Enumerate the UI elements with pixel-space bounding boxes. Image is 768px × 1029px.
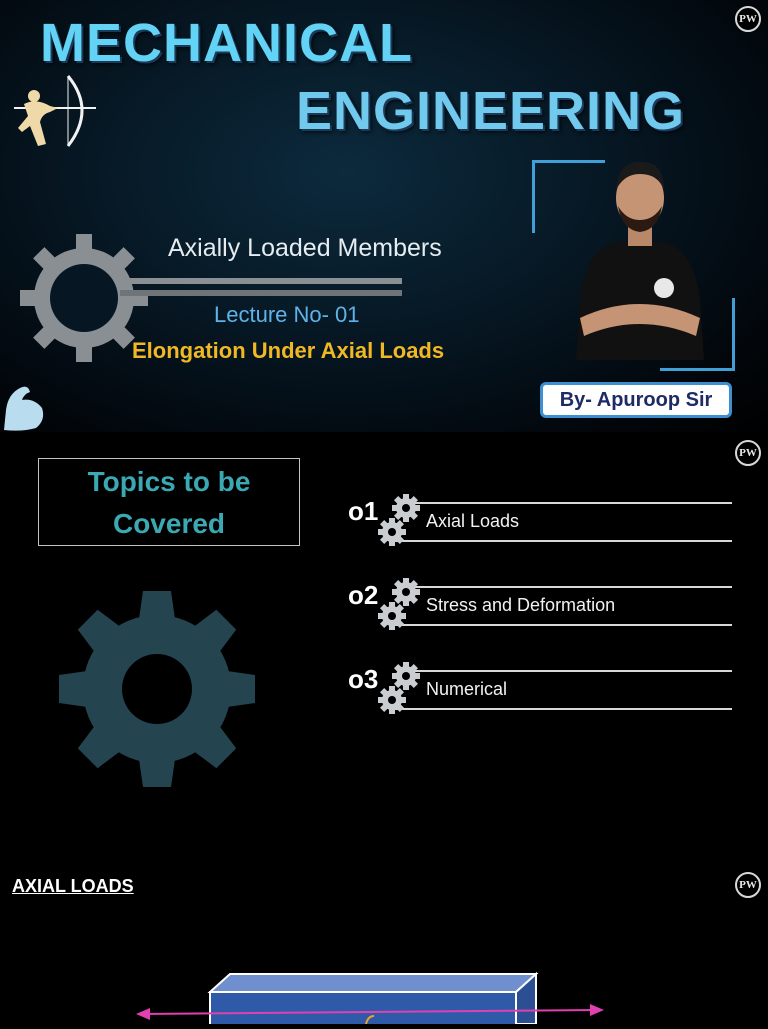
pw-logo-icon: PW <box>735 440 761 466</box>
muscle-icon <box>0 380 48 432</box>
topics-heading <box>38 458 300 546</box>
pw-logo-icon: PW <box>735 6 761 32</box>
presenter-photo <box>566 150 714 365</box>
subject-title: Axially Loaded Members <box>168 234 442 262</box>
topic-item <box>348 580 732 628</box>
title-mechanical: MECHANICAL <box>40 13 413 73</box>
decor-bar <box>120 278 402 284</box>
topic-label: Axial Loads <box>426 511 520 531</box>
decor-bar <box>120 290 402 296</box>
title-slide <box>0 0 768 432</box>
topic-item <box>348 664 732 712</box>
divider <box>410 502 732 504</box>
topic-number: o2 <box>348 580 379 610</box>
gear-icon <box>378 492 422 551</box>
gear-icon <box>378 660 422 719</box>
divider <box>390 708 732 710</box>
axial-bar-diagram <box>130 968 610 1029</box>
topic-number: o1 <box>348 496 379 526</box>
divider <box>390 624 732 626</box>
presenter-badge: By- Apuroop Sir <box>540 382 732 418</box>
archer-icon <box>6 70 98 157</box>
gear-icon <box>378 576 422 635</box>
topic-number: o3 <box>348 664 379 694</box>
pw-logo-icon: PW <box>735 872 761 898</box>
topic-item <box>348 496 732 544</box>
lecture-topic: Elongation Under Axial Loads <box>132 338 445 363</box>
divider <box>390 540 732 542</box>
topics-heading-line1: Topics to be <box>87 466 251 497</box>
section-title: AXIAL LOADS <box>12 876 134 896</box>
topic-label: Numerical <box>426 679 508 699</box>
topics-heading-line2: Covered <box>112 508 226 539</box>
title-engineering: ENGINEERING <box>296 81 686 141</box>
gear-icon <box>54 588 260 795</box>
topic-label: Stress and Deformation <box>426 595 616 615</box>
divider <box>410 670 732 672</box>
divider <box>410 586 732 588</box>
lecture-number: Lecture No- 01 <box>214 302 360 327</box>
